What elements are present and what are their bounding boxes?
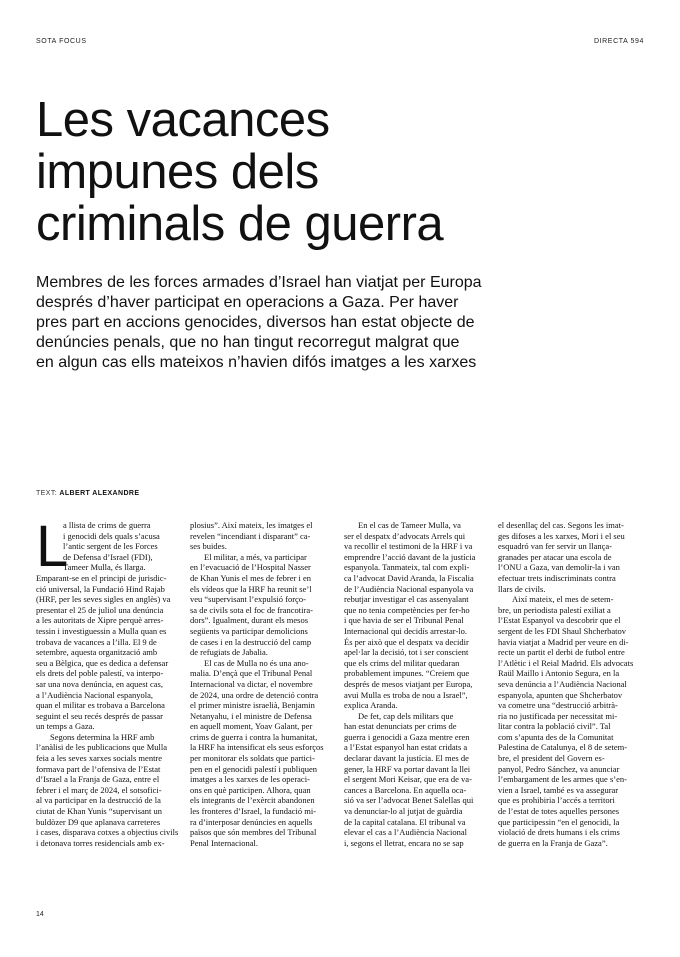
text-line: tessin i investiguessin a Mulla quan es xyxy=(36,625,167,636)
text-line: l’Atlètic i el Reial Madrid. Els advocats xyxy=(498,657,634,668)
text-line: violació de drets humans i els crims xyxy=(498,827,620,838)
text-column-2 xyxy=(190,520,332,848)
text-line: l’Estat Espanyol va descobrir que el xyxy=(498,615,621,626)
text-line: següents va participar demolicions xyxy=(190,625,308,636)
text-line: dors”. Igualment, durant els mesos xyxy=(190,615,309,626)
text-column-4 xyxy=(498,520,640,848)
text-line: després de mesos viatjant per Europa, xyxy=(344,678,473,689)
text-line: buldòzer D9 que aplanava carreteres xyxy=(36,816,161,827)
text-line: els vídeos que la HRF ha reunit se’l xyxy=(190,583,312,594)
text-line: Palestina de Catalunya, el 8 de setem- xyxy=(498,742,628,753)
text-line: En el cas de Tameer Mulla, va xyxy=(358,520,461,530)
title-line: Les vacances xyxy=(36,93,330,147)
text-line: havia viatjat a Madrid per veure en di- xyxy=(498,636,629,647)
text-line: per monitorar els soldats que partici- xyxy=(190,753,315,764)
text-line: sergent de les FDI Shaul Shcherbatov xyxy=(498,625,627,636)
text-line: declarar davant la justícia. El mes de xyxy=(344,753,469,764)
text-line: avui Mulla es troba de nou a Israel”, xyxy=(344,689,468,700)
issue-label: DIRECTA 594 xyxy=(593,38,644,45)
text-line: quan el militar es trobava a Barcelona xyxy=(36,700,165,711)
text-line: al va participar en la destrucció de la xyxy=(36,795,161,806)
text-line: l’antic sergent de les Forces xyxy=(63,541,158,552)
drop-cap: L xyxy=(36,514,69,579)
text-line: seguint el seu recés després de passar xyxy=(36,710,163,721)
text-line: ria no justificada per necessitat mi- xyxy=(498,710,618,721)
text-line: les fronteres d’Israel, la fundació mi- xyxy=(190,806,317,817)
text-line: Penal Internacional. xyxy=(190,837,258,848)
text-line: elevar el cas a l’Audiència Nacional xyxy=(344,827,467,838)
text-line: emprendre l’acció davant de la justícia xyxy=(344,551,476,562)
text-line: És per això que el despatx va decidir xyxy=(344,636,469,647)
text-line: de l’Audiència Nacional espanyola va xyxy=(344,583,474,594)
text-line: d’Israel a la Franja de Gaza, entre el xyxy=(36,774,160,785)
text-line: de 2024, una ordre de detenció contra xyxy=(190,689,319,700)
text-line: va recollir el testimoni de la HRF i va xyxy=(344,541,473,552)
text-line: que els crims del militar quedaran xyxy=(344,657,460,668)
text-column-3 xyxy=(344,520,486,848)
text-line: ciutat de Khan Yunis “supervisant un xyxy=(36,806,162,817)
text-line: El militar, a més, va participar xyxy=(204,551,307,562)
text-line: pen en el genocidi palestí i publiquen xyxy=(190,763,317,774)
text-line: un temps a Gaza. xyxy=(36,721,95,732)
text-line: ció universal, la Fundació Hind Rajab xyxy=(36,583,165,594)
text-line: panyol, Pedro Sánchez, va anunciar xyxy=(498,763,620,774)
text-line: de l’estat de totes aquelles persones xyxy=(498,806,620,817)
text-line: i, segons el lletrat, encara no se sap xyxy=(344,837,464,848)
text-line: seva denúncia a l’Audiència Nacional xyxy=(498,678,627,689)
text-line: a llista de crims de guerra xyxy=(63,520,151,530)
text-line: plosius”. Així mateix, les imatges el xyxy=(190,520,313,530)
text-line: Internacional va dictar, el novembre xyxy=(190,678,313,689)
text-line: ges difoses a les xarxes, Mori i el seu xyxy=(498,530,625,541)
text-line: bre, un periodista palestí exiliat a xyxy=(498,604,611,615)
text-line: països que són membres del Tribunal xyxy=(190,827,317,838)
lede-line: denúncies penals, que no han tingut recorregut malgrat que xyxy=(36,334,460,351)
text-line: Tameer Mulla, és llarga. xyxy=(63,562,146,573)
text-line: de la capital catalana. El tribunal va xyxy=(344,816,466,827)
text-line: el sergent Mori Keisar, que era de va- xyxy=(344,774,472,785)
text-line: revelen “incendiant i disparant” ca- xyxy=(190,530,311,541)
text-line: El cas de Mulla no és una ano- xyxy=(204,657,309,668)
text-line: cances a Barcelona. En aquella oca- xyxy=(344,784,467,795)
text-line: l’ONU a Gaza, van demolir-la i van xyxy=(498,562,620,573)
page-number: 14 xyxy=(36,911,44,918)
text-line: i detonava torres residencials amb ex- xyxy=(36,837,165,848)
text-line: efectuar trets indiscriminats contra xyxy=(498,572,616,583)
text-line: la HRF ha intensificat els seus esforços xyxy=(190,742,324,753)
text-line: el primer ministre israelià, Benjamin xyxy=(190,700,315,711)
text-line: gener, la HRF va portar davant la llei xyxy=(344,763,471,774)
lede-line: pres part en accions genocides, diversos han estat objecte de xyxy=(36,314,475,331)
text-line: va denunciar-lo al jutjat de guàrdia xyxy=(344,806,463,817)
text-line: Internacional qui decidís arrestar-lo. xyxy=(344,625,468,636)
text-line: De fet, cap dels militars que xyxy=(358,710,454,721)
text-line: en l’evacuació de l’Hospital Nasser xyxy=(190,562,311,573)
text-column-1 xyxy=(36,514,178,848)
text-line: sió va ser l’advocat Benet Salellas qui xyxy=(344,795,474,806)
text-line: a l’Estat espanyol han estat cridats a xyxy=(344,742,468,753)
article-lede xyxy=(36,273,536,373)
text-line: Segons determina la HRF amb xyxy=(50,731,155,742)
text-line: que es prohibiria l’accés a territori xyxy=(498,795,615,806)
text-line: espanyola, apunten que Shcherbatov xyxy=(498,689,623,700)
text-line: ser el despatx d’advocats Arrels qui xyxy=(344,530,466,541)
text-line: com s’apunta des de la Comunitat xyxy=(498,731,614,742)
lede-line: Membres de les forces armades d’Israel han viatjat per Europa xyxy=(36,274,482,291)
section-label: SOTA FOCUS xyxy=(36,38,87,45)
text-line: els integrants de l’exèrcit abandonen xyxy=(190,795,315,806)
text-line: Raül Maillo i Antonio Segura, en la xyxy=(498,668,620,679)
text-line: guerra i genocidi a Gaza mentre eren xyxy=(344,731,470,742)
text-line: probablement impunes. “Creiem que xyxy=(344,668,470,679)
byline-author: ALBERT ALEXANDRE xyxy=(59,490,140,497)
text-line: han estat denunciats per crims de xyxy=(344,721,457,732)
text-line: sar una nova denúncia, en aquest cas, xyxy=(36,678,163,689)
text-line: a l’Audiència Nacional espanyola, xyxy=(36,689,154,700)
text-line: esquadró van fer servir un llança- xyxy=(498,541,612,552)
text-line: apel·lar la decisió, tot i ser conscient xyxy=(344,647,469,658)
text-line: de Khan Yunis el mes de febrer i en xyxy=(190,572,312,583)
text-line: de refugiats de Jabalia. xyxy=(190,647,268,658)
text-line: ca l’advocat David Aranda, la Fiscalia xyxy=(344,572,474,583)
text-line: recte un partit el derbi de futbol entre xyxy=(498,647,625,658)
text-line: de guerra en la Franja de Gaza”. xyxy=(498,837,608,848)
text-line: setembre, aquesta organització amb xyxy=(36,647,158,658)
text-line: feia a les seves xarxes socials mentre xyxy=(36,753,163,764)
text-line: de cases i en la destrucció del camp xyxy=(190,636,312,647)
text-line: imatges a les xarxes de les operaci- xyxy=(190,774,310,785)
lede-line: després d’haver participat en operacions a Gaza. Per haver xyxy=(36,294,459,311)
text-line: de Defensa d’Israel (FDI), xyxy=(63,551,153,562)
text-line: va cometre una “destrucció arbitrà- xyxy=(498,700,618,711)
text-line: seu a Bèlgica, que es dedica a defensar xyxy=(36,657,169,668)
text-line: Netanyahu, i el ministre de Defensa xyxy=(190,710,312,721)
text-line: i genocidi dels quals s’acusa xyxy=(63,530,160,541)
text-line: a les autoritats de Xipre perquè arres- xyxy=(36,615,164,626)
text-line: que participessin “en el genocidi, la xyxy=(498,816,620,827)
lede-line: en algun cas ells mateixos n’havien difós imatges a les xarxes xyxy=(36,354,477,371)
text-line: trobava de vacances a l’illa. El 9 de xyxy=(36,636,157,647)
text-line: vien a Israel, també es va assegurar xyxy=(498,784,619,795)
text-line: bre, el president del Govern es- xyxy=(498,753,605,764)
text-line: (HRF, per les seves sigles en anglès) va xyxy=(36,594,171,605)
text-line: espanyola. Tanmateix, tal com expli- xyxy=(344,562,470,573)
text-line: litar contra la població civil”. Tal xyxy=(498,721,611,732)
text-line: ses buides. xyxy=(190,541,227,552)
byline xyxy=(36,490,139,497)
text-line: que no tenia competències per fer-ho xyxy=(344,604,470,615)
text-line: l’embargament de les armes que s’en- xyxy=(498,774,627,785)
text-line: explica Aranda. xyxy=(344,700,398,711)
title-line: impunes dels xyxy=(36,145,319,199)
text-line: presentar el 25 de juliol una denúncia xyxy=(36,604,164,615)
text-line: llars de civils. xyxy=(498,583,546,594)
text-line: en aquell moment, Yoav Galant, per xyxy=(190,721,313,732)
text-line: veu “supervisant l’expulsió forço- xyxy=(190,594,306,605)
text-line: granades per atacar una escola de xyxy=(498,551,612,562)
text-line: malia. D’ençà que el Tribunal Penal xyxy=(190,668,313,679)
text-line: Emparant-se en el principi de jurisdic- xyxy=(36,572,167,583)
text-line: ra d’interposar denúncies en aquells xyxy=(190,816,313,827)
text-line: sa de civils sota el foc de francotira- xyxy=(190,604,313,615)
text-line: Així mateix, el mes de setem- xyxy=(512,594,614,605)
byline-label: TEXT: xyxy=(36,490,58,497)
title-line: criminals de guerra xyxy=(36,197,444,251)
text-line: i cases, disparava cotxes a objectius civils xyxy=(36,827,178,838)
text-line: rebutjar investigar el cas assenyalant xyxy=(344,594,469,605)
text-line: els drets del poble palestí, va interpo- xyxy=(36,668,164,679)
text-line: febrer i el març de 2024, el sotsofici- xyxy=(36,784,162,795)
text-line: ons en què participen. Alhora, quan xyxy=(190,784,311,795)
text-line: l’anàlisi de les publicacions que Mulla xyxy=(36,742,168,753)
article-title xyxy=(36,94,636,250)
text-line: i que havia de ser el Tribunal Penal xyxy=(344,615,464,626)
text-line: crims de guerra i contra la humanitat, xyxy=(190,731,318,742)
text-line: formava part de l’ofensiva de l’Estat xyxy=(36,763,161,774)
text-line: el desenllaç del cas. Segons les imat- xyxy=(498,520,624,530)
